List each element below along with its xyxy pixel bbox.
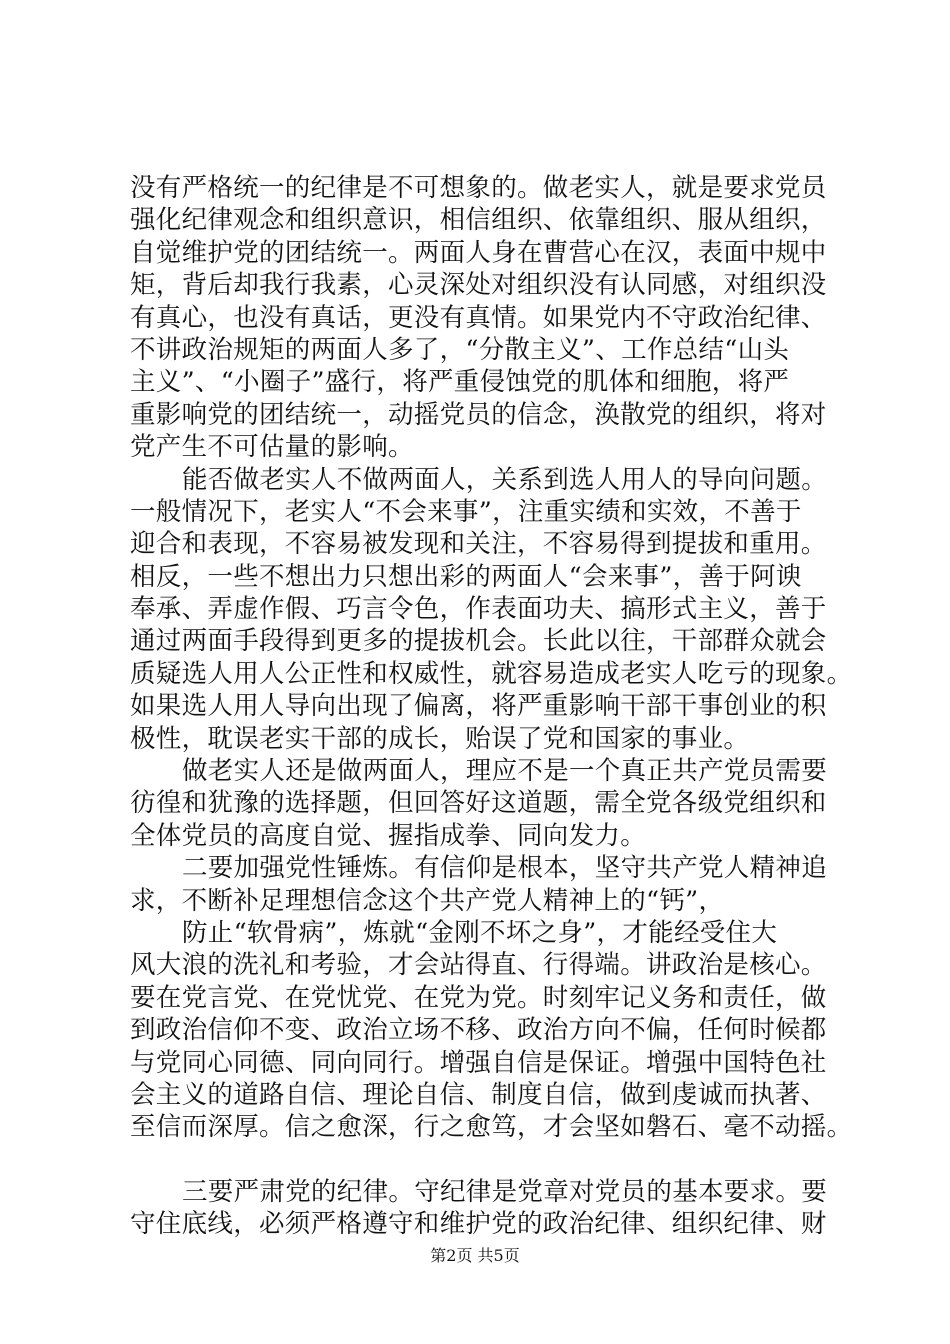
text-line: 与党同心同德、同向同行。增强自信是保证。增强中国特色社 <box>130 1047 827 1078</box>
paragraph-gap <box>130 1144 830 1176</box>
text-line: 全体党员的高度自觉、握指成拳、同向发力。 <box>130 820 647 851</box>
paragraph-first-line: 三要严肃党的纪律。守纪律是党章对党员的基本要求。要 <box>182 1176 828 1207</box>
text-line: 求，不断补足理想信念这个共产党人精神上的“钙”， <box>130 885 725 916</box>
text-line: 相反，一些不想出力只想出彩的两面人“会来事”，善于阿谀 <box>130 561 802 592</box>
paragraph-first-line: 能否做老实人不做两面人，关系到选人用人的导向问题。 <box>182 464 828 495</box>
text-line: 有真心，也没有真话，更没有真情。如果党内不守政治纪律、 <box>130 302 827 333</box>
text-line: 极性，耽误老实干部的成长，贻误了党和国家的事业。 <box>130 723 750 754</box>
text-line: 不讲政治规矩的两面人多了，“分散主义”、工作总结“山头 <box>130 334 790 365</box>
text-line: 要在党言党、在党忧党、在党为党。时刻牢记义务和责任，做 <box>130 982 827 1013</box>
text-line: 矩，背后却我行我素，心灵深处对组织没有认同感，对组织没 <box>130 270 827 301</box>
paragraph-first-line: 二要加强党性锤炼。有信仰是根本，坚守共产党人精神追 <box>182 853 828 884</box>
text-line: 至信而深厚。信之愈深，行之愈笃，才会坚如磐石、毫不动摇。 <box>130 1112 853 1143</box>
text-line: 强化纪律观念和组织意识，相信组织、依靠组织、服从组织， <box>130 205 827 236</box>
text-line: 一般情况下，老实人“不会来事”，注重实绩和实效，不善于 <box>130 496 802 527</box>
text-line: 会主义的道路自信、理论自信、制度自信，做到虔诚而执著、 <box>130 1079 827 1110</box>
paragraph-first-line: 做老实人还是做两面人，理应不是一个真正共产党员需要 <box>182 756 828 787</box>
text-line: 党产生不可估量的影响。 <box>130 432 414 463</box>
page-number-footer: 第2页 共5页 <box>430 1246 520 1265</box>
text-line: 奉承、弄虚作假、巧言令色，作表面功夫、搞形式主义，善于 <box>130 594 827 625</box>
text-line: 迎合和表现，不容易被发现和关注，不容易得到提拔和重用。 <box>130 529 827 560</box>
paragraph-first-line: 防止“软骨病”，炼就“金刚不坏之身”，才能经受住大 <box>182 917 778 948</box>
text-line: 守住底线，必须严格遵守和维护党的政治纪律、组织纪律、财 <box>130 1209 827 1240</box>
text-line: 自觉维护党的团结统一。两面人身在曹营心在汉，表面中规中 <box>130 237 827 268</box>
text-line: 到政治信仰不变、政治立场不移、政治方向不偏，任何时候都 <box>130 1015 827 1046</box>
text-line: 如果选人用人导向出现了偏离，将严重影响干部干事创业的积 <box>130 691 827 722</box>
text-line: 没有严格统一的纪律是不可想象的。做老实人，就是要求党员 <box>130 173 827 203</box>
text-line: 彷徨和犹豫的选择题，但回答好这道题，需全党各级党组织和 <box>130 788 827 819</box>
text-line: 重影响党的团结统一，动摇党员的信念，涣散党的组织，将对 <box>130 399 827 430</box>
text-line: 主义”、“小圈子”盛行，将严重侵蚀党的肌体和细胞，将严 <box>130 367 790 398</box>
text-line: 通过两面手段得到更多的提拔机会。长此以往，干部群众就会 <box>130 626 827 657</box>
text-line: 质疑选人用人公正性和权威性，就容易造成老实人吃亏的现象。 <box>130 658 853 689</box>
document-body <box>130 172 853 1241</box>
text-line: 风大浪的洗礼和考验，才会站得直、行得端。讲政治是核心。 <box>130 950 827 981</box>
